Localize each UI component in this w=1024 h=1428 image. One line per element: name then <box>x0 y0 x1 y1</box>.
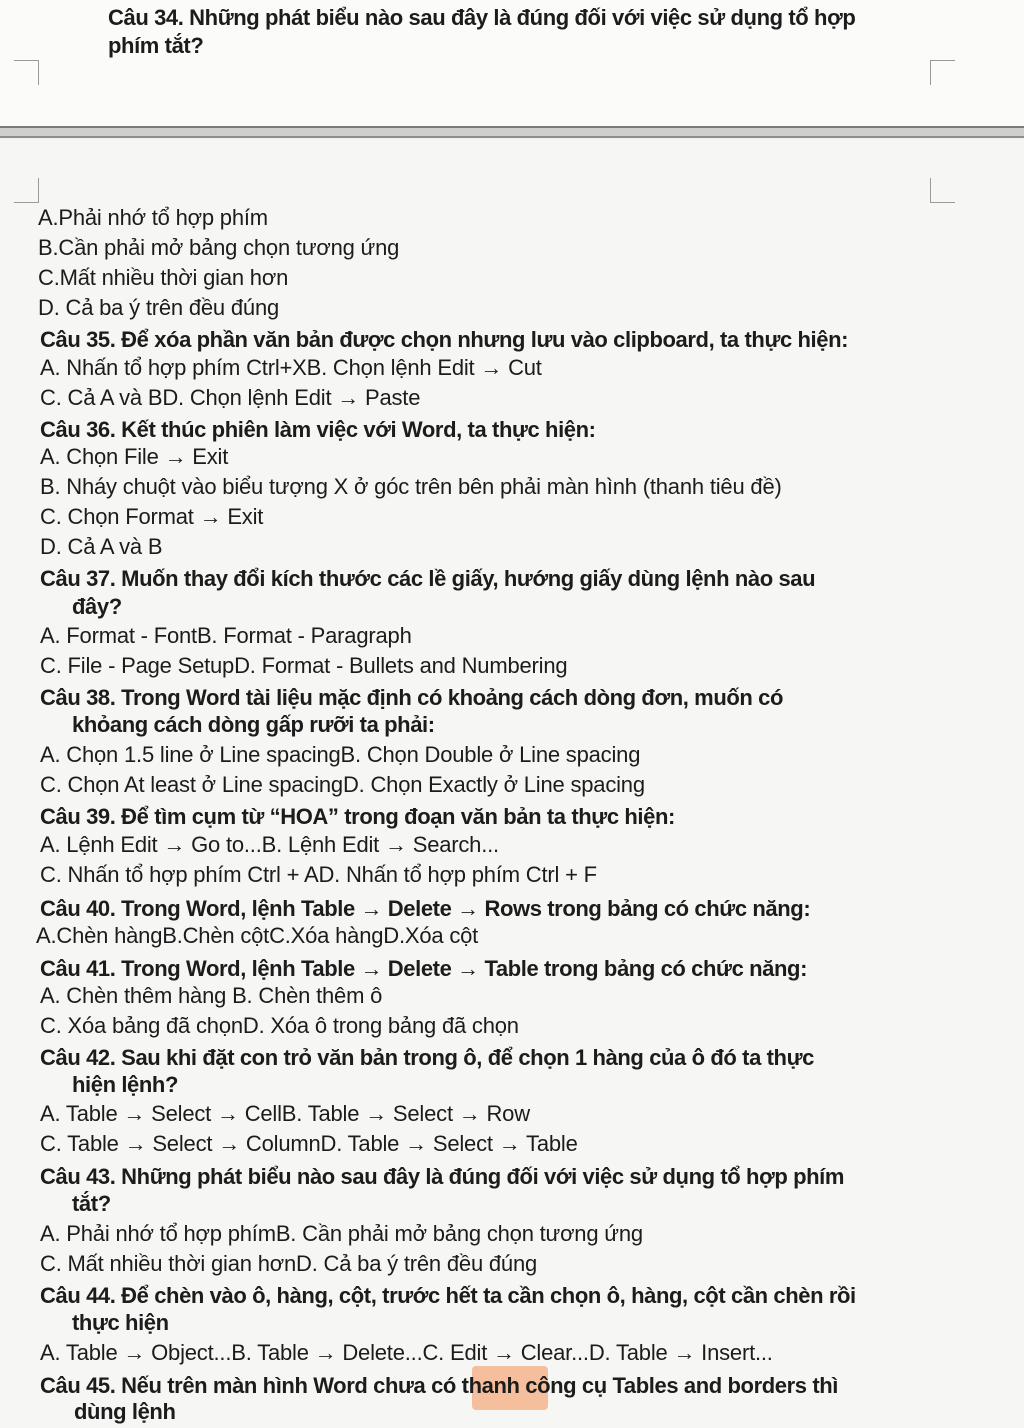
q39-question: Câu 39. Để tìm cụm từ “HOA” trong đoạn văn bản ta thực hiện: <box>40 804 675 829</box>
q41-options-line2: C. Xóa bảng đã chọnD. Xóa ô trong bảng đã chọn <box>40 1013 519 1038</box>
q43-options-line2: C. Mất nhiều thời gian hơnD. Cả ba ý trên đều đúng <box>40 1251 538 1276</box>
q34-option-a: A.Phải nhớ tổ hợp phím <box>38 205 268 230</box>
q45-question-line1: Câu 45. Nếu trên màn hình Word chưa có thanh công cụ Tables and borders thì <box>40 1373 838 1398</box>
q36-option-c: C. Chọn Format → Exit <box>40 504 264 529</box>
q34-question-line2: phím tắt? <box>108 33 204 58</box>
q43-question-line1: Câu 43. Những phát biểu nào sau đây là đúng đối với việc sử dụng tổ hợp phím <box>40 1164 845 1189</box>
crop-mark-bottom-right <box>930 178 955 203</box>
q35-options-line1: A. Nhấn tổ hợp phím Ctrl+XB. Chọn lệnh Edit → Cut <box>40 355 542 380</box>
q38-question-line1: Câu 38. Trong Word tài liệu mặc định có khoảng cách dòng đơn, muốn có <box>40 685 784 710</box>
q40-options-line1: A.Chèn hàngB.Chèn cộtC.Xóa hàngD.Xóa cột <box>36 923 479 948</box>
q43-options-line1: A. Phải nhớ tổ hợp phímB. Cần phải mở bảng chọn tương ứng <box>40 1221 643 1246</box>
crop-mark-bottom-left <box>14 178 39 203</box>
q34-option-b: B.Cần phải mở bảng chọn tương ứng <box>38 235 400 260</box>
q38-options-line1: A. Chọn 1.5 line ở Line spacingB. Chọn Double ở Line spacing <box>40 742 641 767</box>
q37-question-line1: Câu 37. Muốn thay đổi kích thước các lề giấy, hướng giấy dùng lệnh nào sau <box>40 566 816 591</box>
q36-option-d: D. Cả A và B <box>40 534 163 559</box>
q37-options-line2: C. File - Page SetupD. Format - Bullets and Numbering <box>40 653 568 678</box>
q41-question: Câu 41. Trong Word, lệnh Table → Delete → Table trong bảng có chức năng: <box>40 956 807 981</box>
q36-question: Câu 36. Kết thúc phiên làm việc với Word, ta thực hiện: <box>40 417 596 442</box>
q42-question-line2: hiện lệnh? <box>72 1072 179 1097</box>
q34-question-line1: Câu 34. Những phát biểu nào sau đây là đúng đối với việc sử dụng tổ hợp <box>108 5 856 30</box>
q43-question-line2: tắt? <box>72 1191 111 1216</box>
q42-options-line1: A. Table → Select → CellB. Table → Select → Row <box>40 1101 530 1126</box>
q42-options-line2: C. Table → Select → ColumnD. Table → Select → Table <box>40 1131 578 1156</box>
q40-question: Câu 40. Trong Word, lệnh Table → Delete → Rows trong bảng có chức năng: <box>40 896 811 921</box>
q39-options-line2: C. Nhấn tổ hợp phím Ctrl + AD. Nhấn tổ hợp phím Ctrl + F <box>40 862 597 887</box>
page-divider <box>0 126 1024 138</box>
q36-option-a: A. Chọn File → Exit <box>40 444 229 469</box>
q42-question-line1: Câu 42. Sau khi đặt con trỏ văn bản trong ô, để chọn 1 hàng của ô đó ta thực <box>40 1045 814 1070</box>
q34-option-c: C.Mất nhiều thời gian hơn <box>38 265 289 290</box>
q39-options-line1: A. Lệnh Edit → Go to...B. Lệnh Edit → Search... <box>40 832 499 857</box>
q44-question-line2: thực hiện <box>72 1310 169 1335</box>
q34-option-d: D. Cả ba ý trên đều đúng <box>38 295 280 320</box>
q36-option-b: B. Nháy chuột vào biểu tượng X ở góc trên bên phải màn hình (thanh tiêu đề) <box>40 474 782 499</box>
q37-options-line1: A. Format - FontB. Format - Paragraph <box>40 623 412 648</box>
q35-options-line2: C. Cả A và BD. Chọn lệnh Edit → Paste <box>40 385 421 410</box>
crop-mark-top-left <box>14 60 39 85</box>
q44-question-line1: Câu 44. Để chèn vào ô, hàng, cột, trước hết ta cần chọn ô, hàng, cột cần chèn rồi <box>40 1283 856 1308</box>
q41-options-line1: A. Chèn thêm hàng B. Chèn thêm ô <box>40 983 383 1008</box>
q45-question-line2: dùng lệnh <box>74 1399 176 1424</box>
crop-mark-top-right <box>930 60 955 85</box>
q38-question-line2: khỏang cách dòng gấp rưỡi ta phải: <box>72 712 435 737</box>
q44-options-line1: A. Table → Object...B. Table → Delete...C. Edit → Clear...D. Table → Insert... <box>40 1340 773 1365</box>
q38-options-line2: C. Chọn At least ở Line spacingD. Chọn Exactly ở Line spacing <box>40 772 645 797</box>
q37-question-line2: đây? <box>72 594 122 619</box>
q35-question: Câu 35. Để xóa phần văn bản được chọn nhưng lưu vào clipboard, ta thực hiện: <box>40 327 849 352</box>
